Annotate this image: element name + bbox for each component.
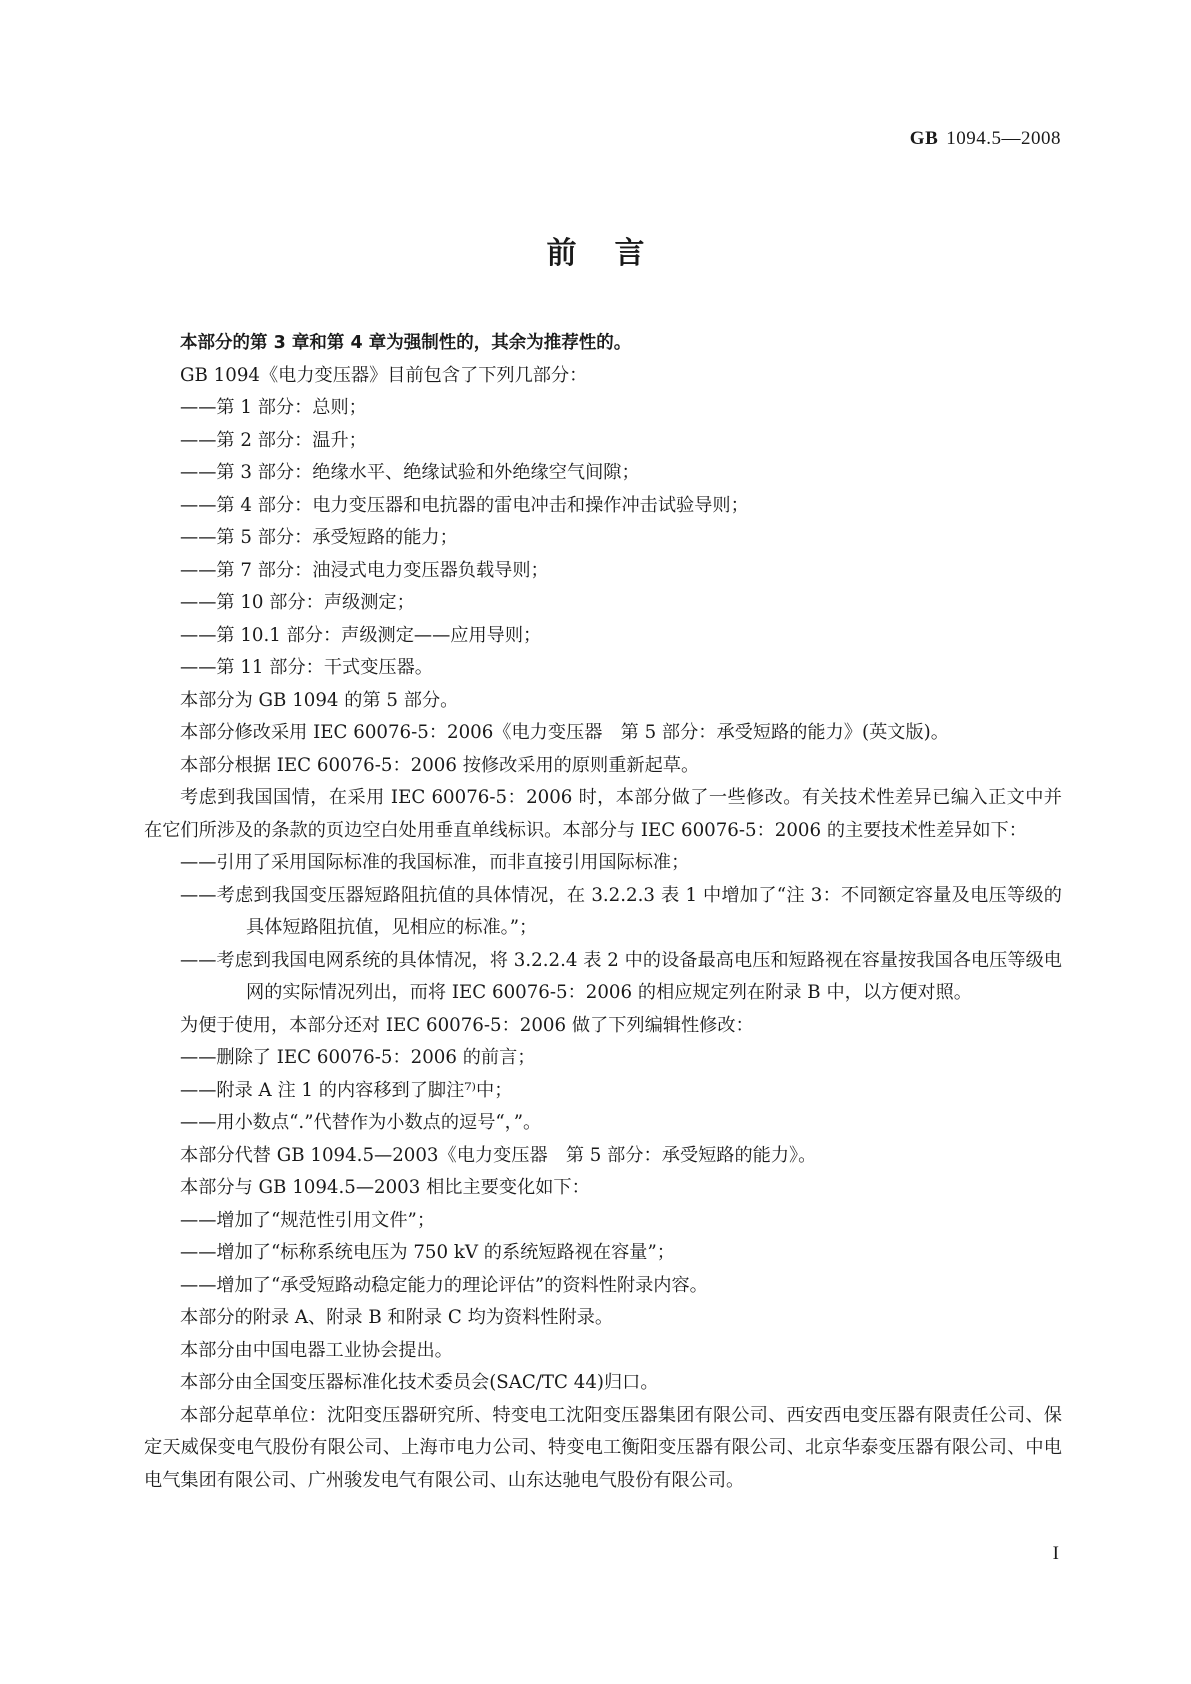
paragraph: 本部分由中国电器工业协会提出。 (180, 1339, 453, 1361)
list-item: ——第 4 部分：电力变压器和电抗器的雷电冲击和操作冲击试验导则； (180, 494, 749, 516)
paragraph: 本部分起草单位：沈阳变压器研究所、特变电工沈阳变压器集团有限公司、西安西电变压器有限责任公司、保定天威保变电气股份有限公司、上海市电力公司、特变电工衡阳变压器有限公司、北京华泰变压器有限公司、中电电气集团有限公司、广州骏发电气有限公司、山东达驰电气股份有限公司。 (144, 1404, 1062, 1491)
standard-prefix: GB (909, 128, 939, 149)
list-item: ——第 10.1 部分：声级测定——应用导则； (180, 624, 542, 646)
list-item: ——第 3 部分：绝缘水平、绝缘试验和外绝缘空气间隙； (180, 462, 640, 483)
mandatory-statement: 本部分的第 3 章和第 4 章为强制性的，其余为推荐性的。 (180, 333, 632, 353)
paragraph: 本部分代替 GB 1094.5—2003《电力变压器 第 5 部分：承受短路的能力》。 (180, 1144, 817, 1166)
paragraph: 本部分的附录 A、附录 B 和附录 C 均为资料性附录。 (180, 1307, 614, 1328)
foreword-body (144, 327, 1062, 1497)
list-item: ——考虑到我国电网系统的具体情况，将 3.2.2.4 表 2 中的设备最高电压和短路视在容量按我国各电压等级电网的实际情况列出，而将 IEC 60076-5：2006 的相应规定列在附录 B 中，以方便对照。 (180, 949, 1062, 1003)
paragraph: 本部分修改采用 IEC 60076-5：2006《电力变压器 第 5 部分：承受短路的能力》(英文版)。 (180, 722, 949, 743)
paragraph: 为便于使用，本部分还对 IEC 60076-5：2006 做了下列编辑性修改： (180, 1014, 754, 1036)
paragraph: 本部分与 GB 1094.5—2003 相比主要变化如下： (180, 1177, 590, 1198)
list-item: ——增加了“标称系统电压为 750 kV 的系统短路视在容量”； (180, 1242, 675, 1263)
paragraph: 考虑到我国国情，在采用 IEC 60076-5：2006 时，本部分做了一些修改。有关技术性差异已编入正文中并在它们所涉及的条款的页边空白处用垂直单线标识。本部分与 IEC 60076-5：2006 的主要技术性差异如下： (144, 787, 1062, 841)
paragraph: 本部分根据 IEC 60076-5：2006 按修改采用的原则重新起草。 (180, 754, 700, 776)
standard-header (910, 128, 1061, 150)
list-item: ——引用了采用国际标准的我国标准，而非直接引用国际标准； (180, 852, 690, 873)
list-item: ——第 5 部分：承受短路的能力； (180, 527, 458, 548)
list-item: ——删除了 IEC 60076-5：2006 的前言； (180, 1047, 536, 1068)
paragraph: 本部分由全国变压器标准化技术委员会(SAC/TC 44)归口。 (180, 1372, 659, 1393)
list-item: ——考虑到我国变压器短路阻抗值的具体情况，在 3.2.2.3 表 1 中增加了“注 3：不同额定容量及电压等级的具体短路阻抗值，见相应的标准。”； (180, 884, 1062, 938)
standard-number: 1094.5—2008 (946, 128, 1061, 149)
list-item: ——第 10 部分：声级测定； (180, 592, 415, 613)
page-title: 前言 (546, 236, 683, 271)
paragraph: 本部分为 GB 1094 的第 5 部分。 (180, 689, 459, 711)
list-item: ——用小数点“.”代替作为小数点的逗号“，”。 (180, 1112, 542, 1133)
list-item: ——第 1 部分：总则； (180, 397, 367, 418)
list-item: ——第 7 部分：油浸式电力变压器负载导则； (180, 559, 549, 581)
list-item: ——附录 A 注 1 的内容移到了脚注⁷⁾中； (180, 1079, 513, 1101)
list-item: ——增加了“承受短路动稳定能力的理论评估”的资料性附录内容。 (180, 1274, 708, 1296)
paragraph: GB 1094《电力变压器》目前包含了下列几部分： (180, 364, 588, 386)
list-item: ——增加了“规范性引用文件”； (180, 1209, 436, 1231)
page-number: I (1052, 1543, 1059, 1564)
list-item: ——第 2 部分：温升； (180, 429, 367, 451)
list-item: ——第 11 部分：干式变压器。 (180, 657, 433, 678)
